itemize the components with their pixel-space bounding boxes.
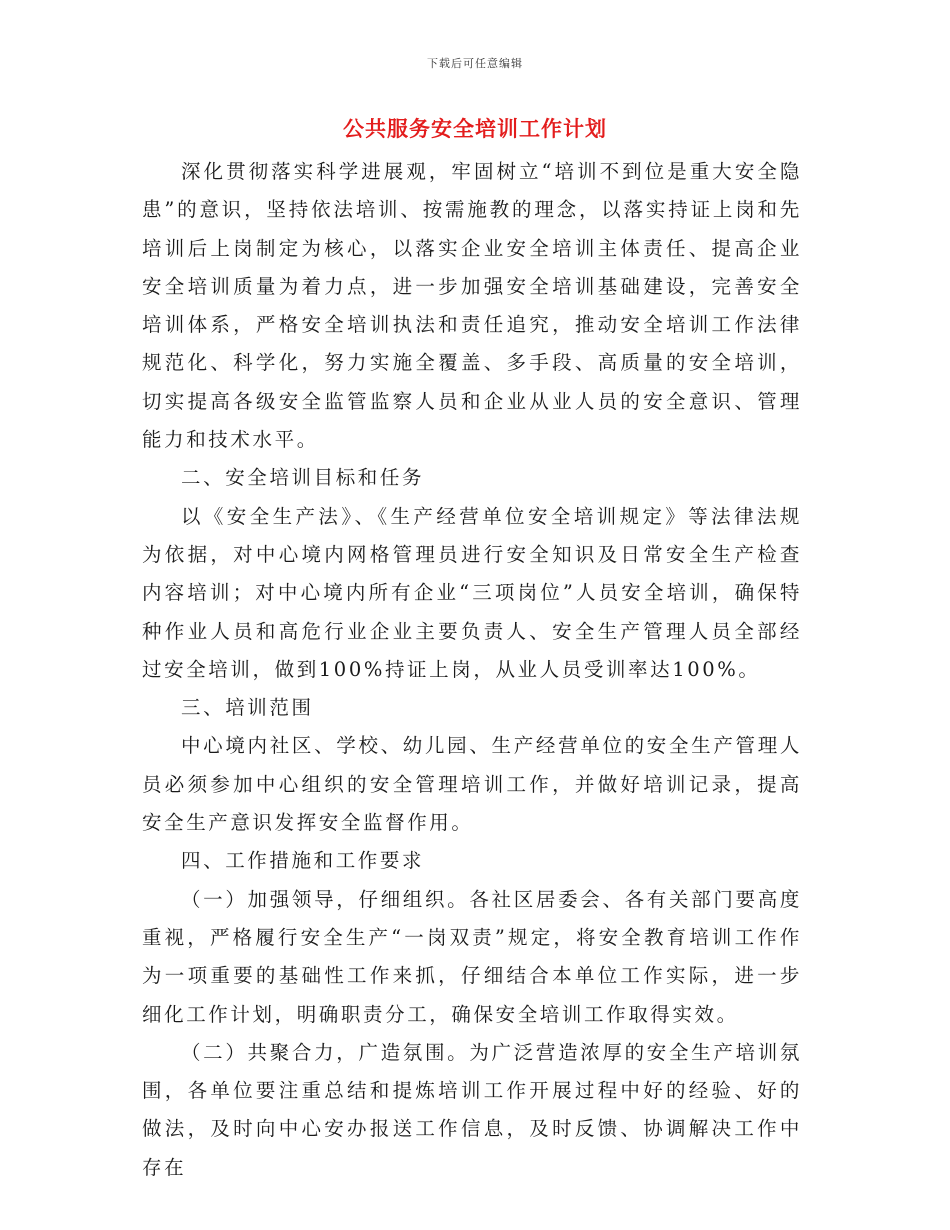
section-heading-goals: 二、安全培训目标和任务	[181, 466, 425, 490]
document-body	[142, 153, 802, 1187]
section-heading-measures: 四、工作措施和工作要求	[181, 849, 425, 873]
paragraph-intro: 深化贯彻落实科学进展观，牢固树立“培训不到位是重大安全隐患”的意识，坚持依法培训、按需施教的理念，以落实持证上岗和先培训后上岗制定为核心，以落实企业安全培训主体责任、提高企业安全培训质量为着力点，进一步加强安全培训基础建设，完善安全培训体系，严格安全培训执法和责任追究，推动安全培训工作法律规范化、科学化，努力实施全覆盖、多手段、高质量的安全培训，切实提高各级安全监管监察人员和企业从业人员的安全意识、管理能力和技术水平。	[142, 160, 802, 452]
paragraph-goals: 以《安全生产法》、《生产经营单位安全培训规定》等法律法规为依据，对中心境内网格管理员进行安全知识及日常安全生产检查内容培训；对中心境内所有企业“三项岗位”人员安全培训，确保特种作业人员和高危行业企业主要负责人、安全生产管理人员全部经过安全培训，做到100%持证上岗，从业人员受训率达100%。	[142, 504, 802, 681]
section-heading-scope: 三、培训范围	[181, 696, 314, 720]
page-header-note: 下载后可任意编辑	[427, 57, 523, 70]
paragraph-measure-2: （二）共聚合力，广造氛围。为广泛营造浓厚的安全生产培训氛围，各单位要注重总结和提炼培训工作开展过程中好的经验、好的做法，及时向中心安办报送工作信息，及时反馈、协调解决工作中存在	[142, 1040, 802, 1179]
document-title: 公共服务安全培训工作计划	[343, 116, 607, 141]
paragraph-measure-1: （一）加强领导，仔细组织。各社区居委会、各有关部门要高度重视，严格履行安全生产“一岗双责”规定，将安全教育培训工作作为一项重要的基础性工作来抓，仔细结合本单位工作实际，进一步细化工作计划，明确职责分工，确保安全培训工作取得实效。	[142, 887, 802, 1026]
paragraph-scope: 中心境内社区、学校、幼儿园、生产经营单位的安全生产管理人员必须参加中心组织的安全管理培训工作，并做好培训记录，提高安全生产意识发挥安全监督作用。	[142, 734, 802, 835]
